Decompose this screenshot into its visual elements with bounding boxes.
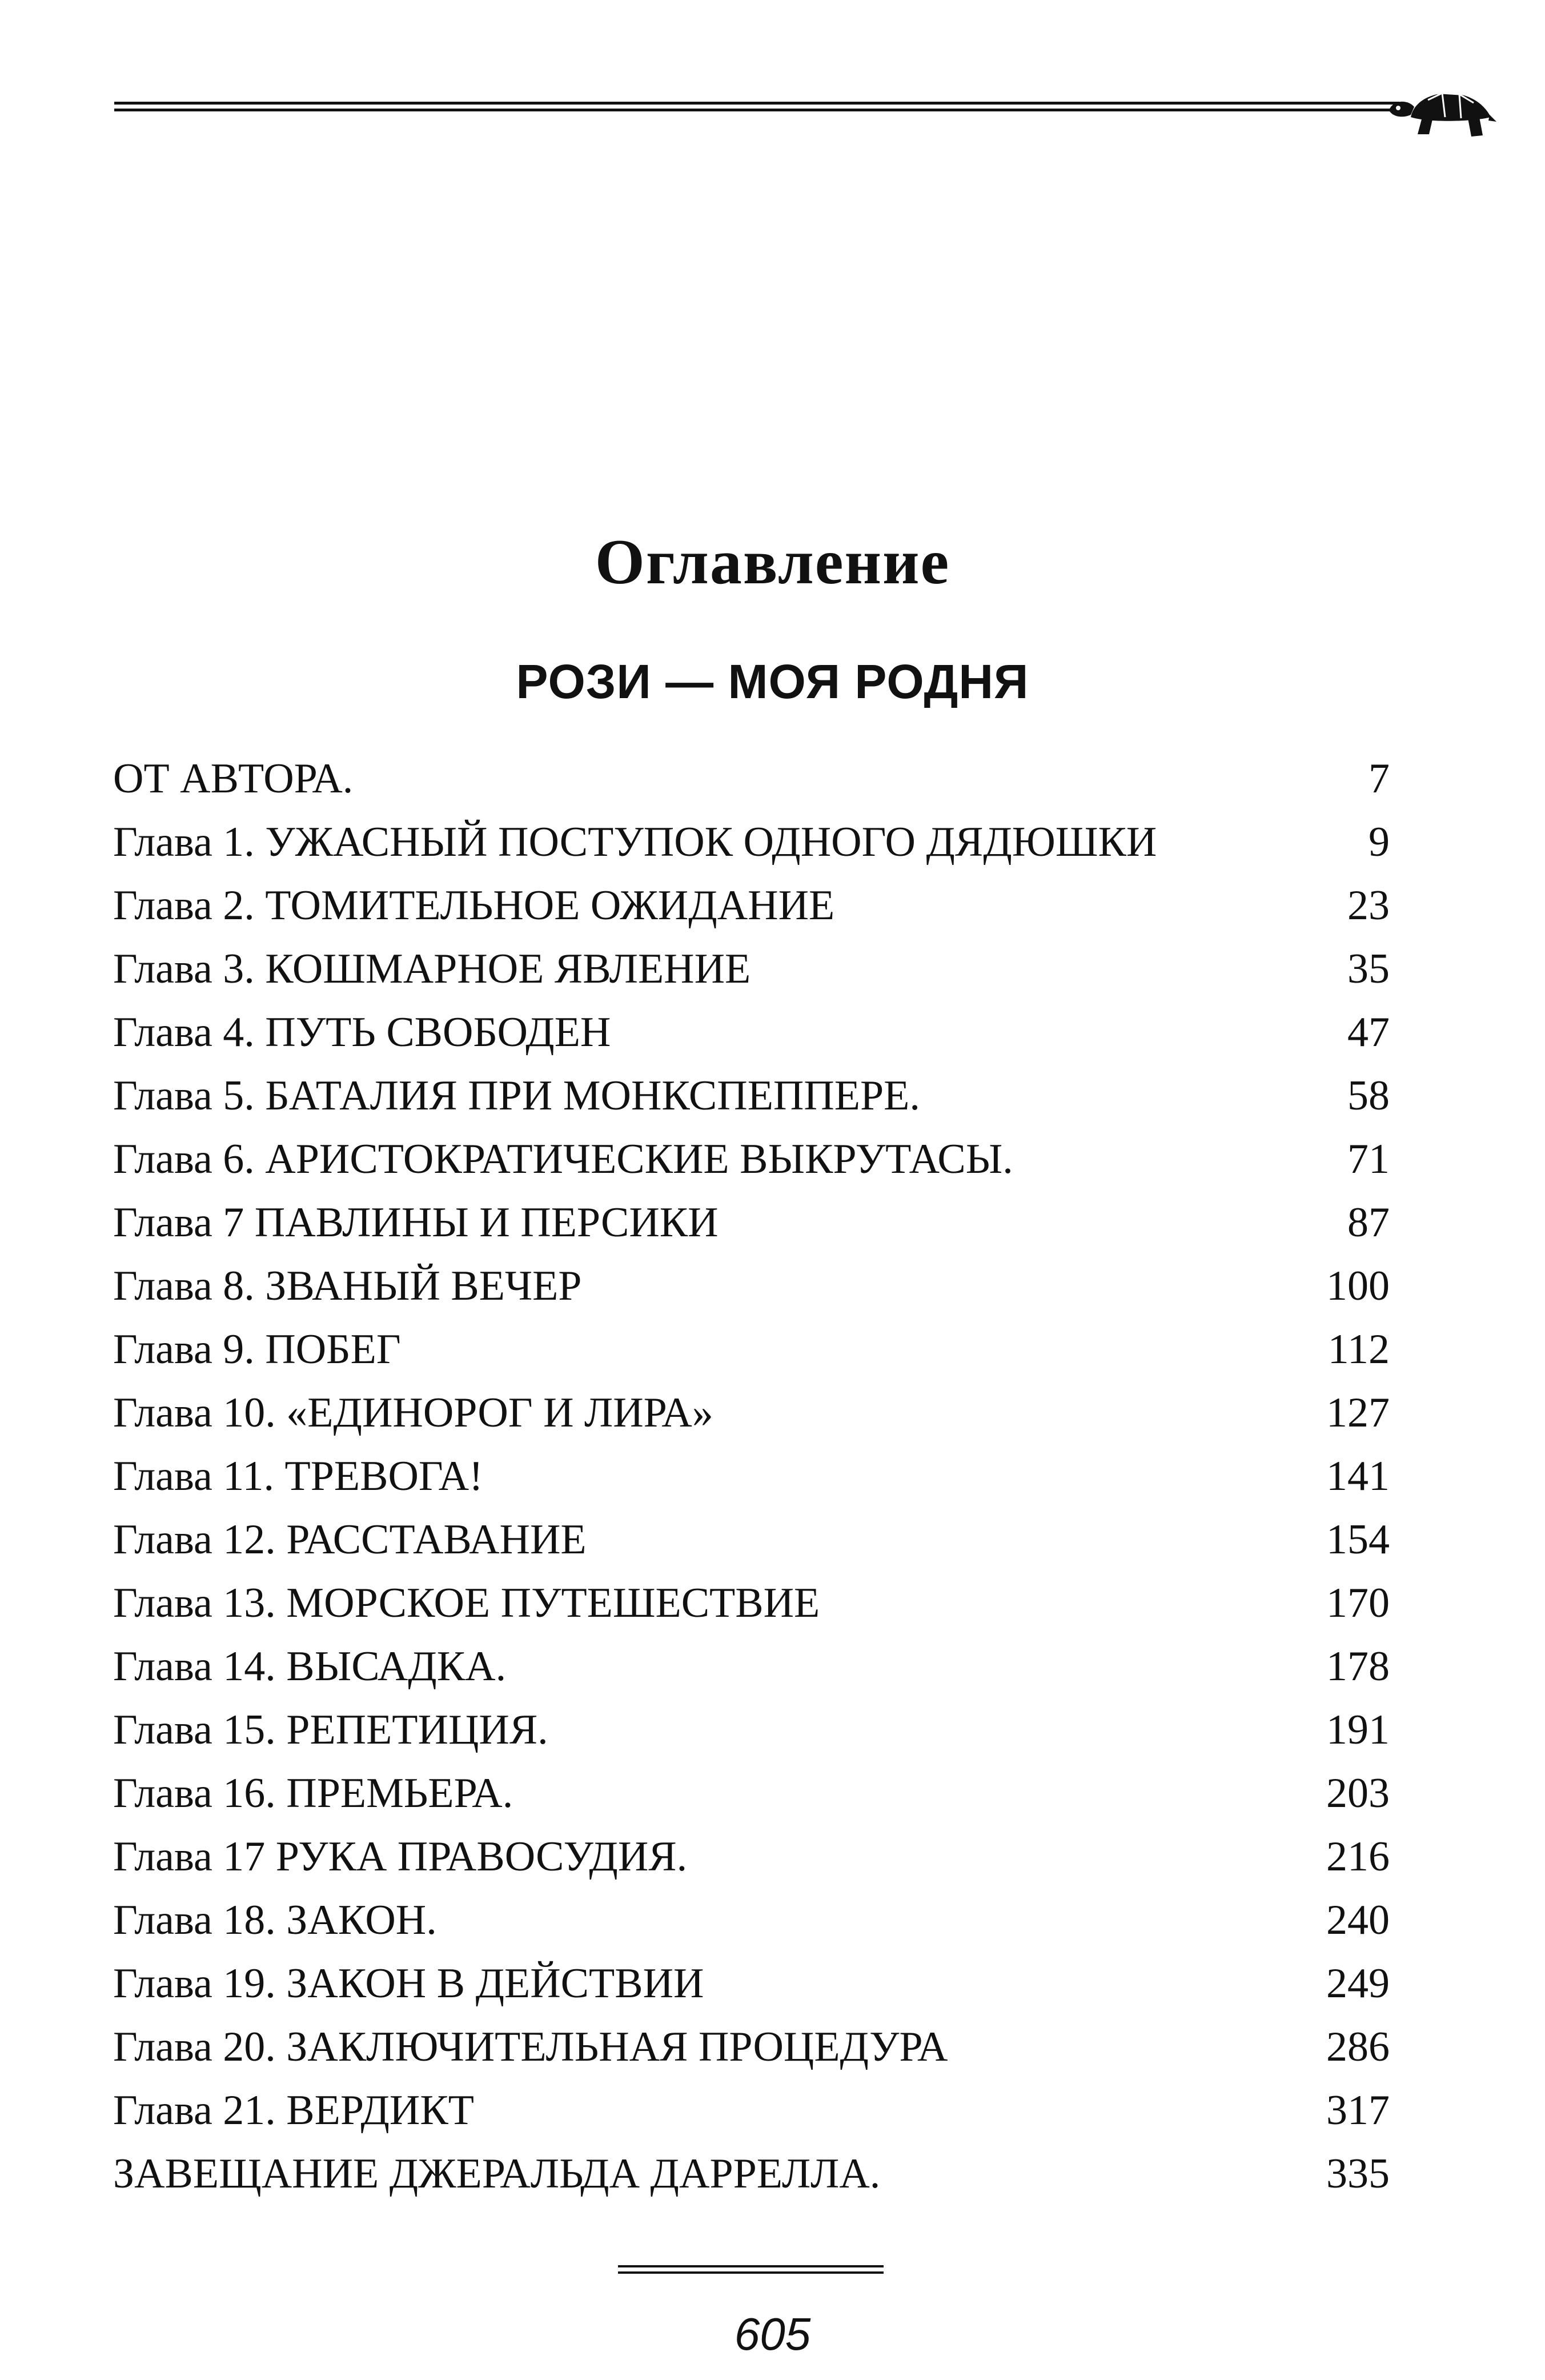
toc-entry-title: Глава 9. ПОБЕГ	[113, 1326, 401, 1373]
toc-entry-page: 191	[1326, 1706, 1390, 1753]
toc-entry-page: 203	[1326, 1770, 1390, 1817]
toc-entry	[113, 1825, 1390, 1889]
toc-entry-title: Глава 19. ЗАКОН В ДЕЙСТВИИ	[113, 1960, 704, 2007]
toc-entry-title: ОТ АВТОРА.	[113, 755, 354, 802]
toc-entry	[113, 1952, 1390, 2016]
page-number: 605	[734, 2309, 811, 2359]
toc-entry	[113, 1064, 1390, 1128]
toc-entry-title: Глава 2. ТОМИТЕЛЬНОЕ ОЖИДАНИЕ	[113, 882, 835, 929]
toc-entry	[113, 1001, 1390, 1064]
toc-entry-title: Глава 12. РАССТАВАНИЕ	[113, 1516, 587, 1563]
toc-entry-title: Глава 16. ПРЕМЬЕРА.	[113, 1770, 513, 1817]
toc-entry-page: 240	[1326, 1897, 1390, 1944]
toc-entry	[113, 811, 1390, 874]
toc-entry	[113, 937, 1390, 1001]
toc-entry-title: Глава 6. АРИСТОКРАТИЧЕСКИЕ ВЫКРУТАСЫ.	[113, 1136, 1013, 1183]
toc-entry	[113, 1255, 1390, 1318]
toc-entry	[113, 1318, 1390, 1381]
header-rule-line	[114, 102, 1399, 105]
toc-entry-page: 23	[1347, 882, 1390, 929]
toc-entry	[113, 1128, 1390, 1191]
toc-entry-title: Глава 5. БАТАЛИЯ ПРИ МОНКСПЕППЕРЕ.	[113, 1072, 920, 1119]
toc-entry-page: 127	[1326, 1389, 1390, 1436]
toc-entry	[113, 1508, 1390, 1572]
toc-entry-title: Глава 18. ЗАКОН.	[113, 1897, 437, 1944]
footer-rule	[618, 2265, 884, 2275]
toc-entry	[113, 2079, 1390, 2142]
toc-entry	[113, 1698, 1390, 1762]
toc-entry-page: 286	[1326, 2024, 1390, 2070]
toc-entry	[113, 874, 1390, 937]
toc-entry-page: 335	[1326, 2150, 1390, 2197]
toc-list	[113, 747, 1390, 2206]
toc-entry-page: 100	[1326, 1263, 1390, 1309]
toc-entry-title: Глава 8. ЗВАНЫЙ ВЕЧЕР	[113, 1263, 582, 1309]
toc-entry-title: Глава 7 ПАВЛИНЫ И ПЕРСИКИ	[113, 1199, 719, 1246]
toc-entry	[113, 2016, 1390, 2079]
toc-entry-page: 216	[1326, 1833, 1390, 1880]
footer-rule-line	[618, 2265, 884, 2267]
toc-entry-page: 71	[1347, 1136, 1390, 1183]
toc-entry-title: Глава 15. РЕПЕТИЦИЯ.	[113, 1706, 548, 1753]
toc-entry	[113, 1445, 1390, 1508]
toc-entry-title: Глава 17 РУКА ПРАВОСУДИЯ.	[113, 1833, 688, 1880]
toc-entry-title: Глава 10. «ЕДИНОРОГ И ЛИРА»	[113, 1389, 713, 1436]
toc-entry-title: Глава 20. ЗАКЛЮЧИТЕЛЬНАЯ ПРОЦЕДУРА	[113, 2024, 948, 2070]
toc-entry-page: 317	[1326, 2087, 1390, 2134]
toc-entry	[113, 1381, 1390, 1445]
toc-entry	[113, 747, 1390, 811]
toc-entry	[113, 1635, 1390, 1698]
toc-entry-title: Глава 21. ВЕРДИКТ	[113, 2087, 474, 2134]
toc-entry	[113, 1762, 1390, 1825]
toc-entry-page: 170	[1326, 1580, 1390, 1626]
footer-rule-line	[618, 2271, 884, 2274]
toc-entry-page: 154	[1326, 1516, 1390, 1563]
toc-entry-title: Глава 11. ТРЕВОГА!	[113, 1453, 483, 1500]
turtle-icon	[1388, 77, 1496, 143]
toc-entry-page: 9	[1369, 819, 1390, 866]
toc-entry-title: Глава 13. МОРСКОЕ ПУТЕШЕСТВИЕ	[113, 1580, 820, 1626]
toc-entry	[113, 2142, 1390, 2206]
toc-entry-title: Глава 14. ВЫСАДКА.	[113, 1643, 507, 1690]
toc-entry-title: Глава 4. ПУТЬ СВОБОДЕН	[113, 1009, 611, 1056]
toc-entry-title: Глава 1. УЖАСНЫЙ ПОСТУПОК ОДНОГО ДЯДЮШКИ	[113, 819, 1157, 866]
toc-entry-page: 112	[1327, 1326, 1390, 1373]
toc-entry-page: 35	[1347, 945, 1390, 992]
toc-entry-page: 249	[1326, 1960, 1390, 2007]
section-title: РОЗИ — МОЯ РОДНЯ	[516, 655, 1029, 708]
toc-entry	[113, 1889, 1390, 1952]
toc-entry-title: ЗАВЕЩАНИЕ ДЖЕРАЛЬДА ДАРРЕЛЛА.	[113, 2150, 881, 2197]
header-rule	[114, 102, 1399, 114]
toc-entry	[113, 1572, 1390, 1635]
toc-entry	[113, 1191, 1390, 1255]
toc-entry-page: 178	[1326, 1643, 1390, 1690]
toc-entry-page: 58	[1347, 1072, 1390, 1119]
toc-entry-page: 7	[1369, 755, 1390, 802]
toc-entry-page: 87	[1347, 1199, 1390, 1246]
toc-entry-title: Глава 3. КОШМАРНОЕ ЯВЛЕНИЕ	[113, 945, 751, 992]
toc-entry-page: 141	[1326, 1453, 1390, 1500]
toc-entry-page: 47	[1347, 1009, 1390, 1056]
header-rule-line	[114, 109, 1399, 111]
page-title: Оглавление	[595, 527, 950, 598]
